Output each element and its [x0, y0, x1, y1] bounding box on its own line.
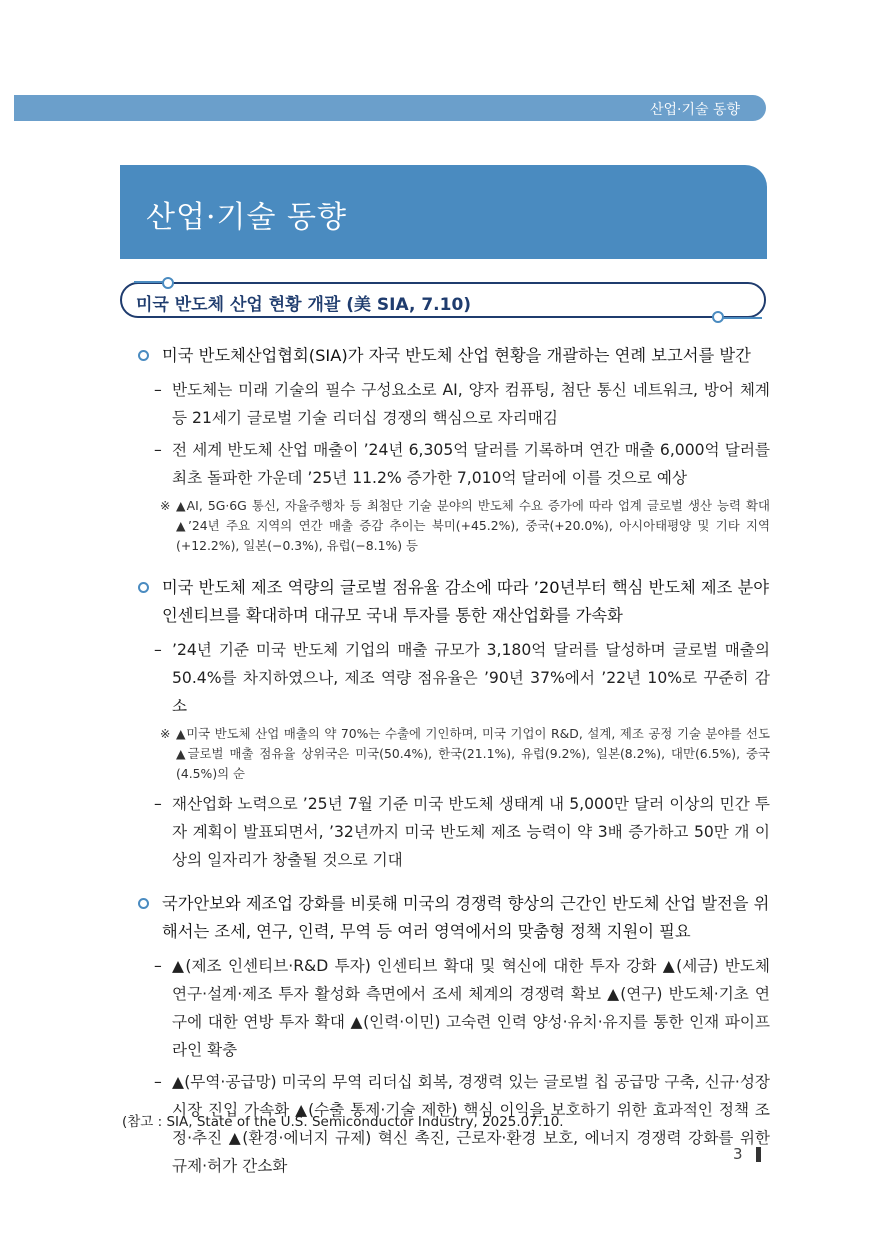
decor-ring-bottom-icon [712, 311, 724, 323]
section-title: 미국 반도체 산업 현황 개괄 (美 SIA, 7.10) [136, 295, 472, 315]
dash-text: 재산업화 노력으로 ’25년 7월 기준 미국 반도체 생태계 내 5,000만 달러 이상의 민간 투자 계획이 발표되면서, ’32년까지 미국 반도체 제조 능력이 약 3배 증가하고 50만 개 이상의 일자리가 창출될 것으로 기대 [172, 795, 770, 869]
dash-mark: – [154, 641, 162, 659]
page-number: 3 [733, 1145, 743, 1163]
dash-text: ▲(무역·공급망) 미국의 무역 리더십 회복, 경쟁력 있는 글로벌 칩 공급망 구축, 신규·성장 시장 진입 가속화 ▲(수출 통제·기술 제한) 핵심 이익을 보호하기 위한 효과적인 정책 조정·추진 ▲(환경·에너지 규제) 혁신 촉진, 근로자·환경 보호, 에너지 경쟁력 강화를 위한 규제·허가 간소화 [172, 1073, 770, 1175]
dash-mark: – [154, 795, 162, 813]
decor-ring-top-icon [162, 277, 174, 289]
header-band [14, 95, 766, 121]
circle-bullet-icon [138, 350, 149, 361]
content [138, 342, 770, 1184]
header-band-label: 산업·기술 동향 [649, 102, 740, 118]
note-text: ▲미국 반도체 산업 매출의 약 70%는 수출에 기인하며, 미국 기업이 R&D, 설계, 제조 공정 기술 분야를 선도 ▲글로벌 매출 점유율 상위국은 미국(50.4%), 한국(21.1%), 유럽(9.2%), 일본(8.2%), 대만(6.5%), 중국(4.5%)의 순 [176, 726, 770, 781]
dash-item [138, 376, 770, 432]
dash-text: ’24년 기준 미국 반도체 기업의 매출 규모가 3,180억 달러를 달성하며 글로벌 매출의 50.4%를 차지하였으나, 제조 역량 점유율은 ’90년 37%에서 ’22년 10%로 꾸준히 감소 [172, 641, 770, 715]
bullet-text: 국가안보와 제조업 강화를 비롯해 미국의 경쟁력 향상의 근간인 반도체 산업 발전을 위해서는 조세, 연구, 인력, 무역 등 여러 영역에서의 맞춤형 정책 지원이 필요 [162, 894, 770, 941]
dash-text: 반도체는 미래 기술의 필수 구성요소로 AI, 양자 컴퓨팅, 첨단 통신 네트워크, 방어 체계 등 21세기 글로벌 기술 리더십 경쟁의 핵심으로 자리매김 [172, 381, 770, 427]
decor-line-top [134, 281, 164, 283]
circle-bullet-icon [138, 898, 149, 909]
reference-source: (참고 : SIA, State of the U.S. Semiconductor Industry, 2025.07.10. [122, 1114, 564, 1130]
reference-mark: ※ [160, 498, 171, 513]
bullet-item [138, 342, 770, 370]
dash-item [138, 636, 770, 720]
dash-mark: – [154, 441, 162, 459]
bullet-item [138, 574, 770, 630]
section-heading [120, 282, 766, 318]
dash-item [138, 952, 770, 1064]
note-item [138, 724, 770, 784]
bullet-text: 미국 반도체산업협회(SIA)가 자국 반도체 산업 현황을 개괄하는 연례 보고서를 발간 [162, 346, 751, 365]
circle-bullet-icon [138, 582, 149, 593]
page-bar-mark [756, 1147, 761, 1162]
dash-mark: – [154, 1073, 162, 1091]
dash-item [138, 436, 770, 492]
dash-item [138, 790, 770, 874]
title-box [120, 165, 767, 259]
bullet-item [138, 890, 770, 946]
note-item [138, 496, 770, 556]
reference-mark: ※ [160, 726, 171, 741]
dash-text: 전 세계 반도체 산업 매출이 ’24년 6,305억 달러를 기록하며 연간 매출 6,000억 달러를 최초 돌파한 가운데 ’25년 11.2% 증가한 7,010억 달러에 이를 것으로 예상 [172, 441, 770, 487]
note-text: ▲AI, 5G·6G 통신, 자율주행차 등 최첨단 기술 분야의 반도체 수요 증가에 따라 업계 글로벌 생산 능력 확대 ▲’24년 주요 지역의 연간 매출 증감 추이는 북미(+45.2%), 중국(+20.0%), 아시아태평양 및 기타 지역(+12.2%), 일본(−0.3%), 유럽(−8.1%) 등 [176, 498, 770, 553]
decor-line-bottom [722, 317, 762, 319]
dash-mark: – [154, 381, 162, 399]
dash-mark: – [154, 957, 162, 975]
page-title: 산업·기술 동향 [146, 200, 347, 235]
dash-text: ▲(제조 인센티브·R&D 투자) 인센티브 확대 및 혁신에 대한 투자 강화 ▲(세금) 반도체 연구·설계·제조 투자 활성화 측면에서 조세 체계의 경쟁력 확보 ▲(연구) 반도체·기초 연구에 대한 연방 투자 확대 ▲(인력·이민) 고숙련 인력 양성·유치·유지를 통한 인재 파이프라인 확충 [172, 957, 770, 1059]
bullet-text: 미국 반도체 제조 역량의 글로벌 점유율 감소에 따라 ’20년부터 핵심 반도체 제조 분야 인센티브를 확대하며 대규모 국내 투자를 통한 재산업화를 가속화 [162, 578, 770, 625]
